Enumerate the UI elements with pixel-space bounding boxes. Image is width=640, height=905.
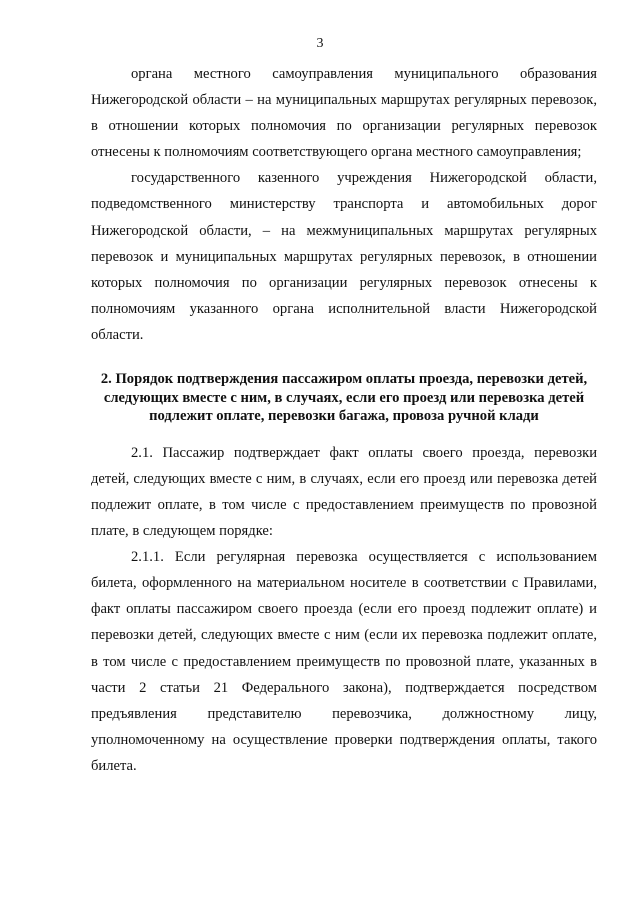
paragraph-state-institution: государственного казенного учреждения Нижегородской области, подведомственного министерству транспорта и автомобильных дорог Нижегородской области, – на межмуниципальных маршрутах регулярных перевозок и муниципальных маршрутах регулярных перевозок, в отношении которых полномочия по организации регулярных перевозок отнесены к полномочиям указанного органа исполнительной власти Нижегородской области. bbox=[91, 170, 597, 343]
paragraph-local-authority: органа местного самоуправления муниципального образования Нижегородской области – на муниципальных маршрутах регулярных перевозок, в отношении которых полномочия по организации регулярных перевозок отнесены к полномочиям соответствующего органа местного самоуправления; bbox=[91, 66, 597, 161]
section-heading: 2. Порядок подтверждения пассажиром оплаты проезда, перевозки детей, следующих вместе с ним, в случаях, если его проезд или перевозка детей подлежит оплате, перевозки багажа, провоза ручной клади bbox=[100, 371, 588, 425]
document-body bbox=[91, 61, 597, 779]
page-number: 3 bbox=[316, 36, 324, 51]
paragraph-2-1: 2.1. Пассажир подтверждает факт оплаты своего проезда, перевозки детей, следующих вместе с ним, в случаях, если его проезд или перевозка детей подлежит оплате, в том числе с предоставлением преимуществ по провозной плате, в следующем порядке: bbox=[91, 444, 597, 540]
paragraph-2-1-1: 2.1.1. Если регулярная перевозка осуществляется с использованием билета, оформленного на материальном носителе в соответствии с Правилами, факт оплаты пассажиром своего проезда (если его проезд подлежит оплате) и перевозки детей, следующих вместе с ним (если их перевозка подлежит оплате, в том числе с предоставлением преимуществ по провозной плате, указанных в части 2 статьи 21 Федерального закона), подтверждается посредством предъявления представителю перевозчика, должностному лицу, уполномоченному на осуществление проверки подтверждения оплаты, такого билета. bbox=[91, 549, 597, 774]
